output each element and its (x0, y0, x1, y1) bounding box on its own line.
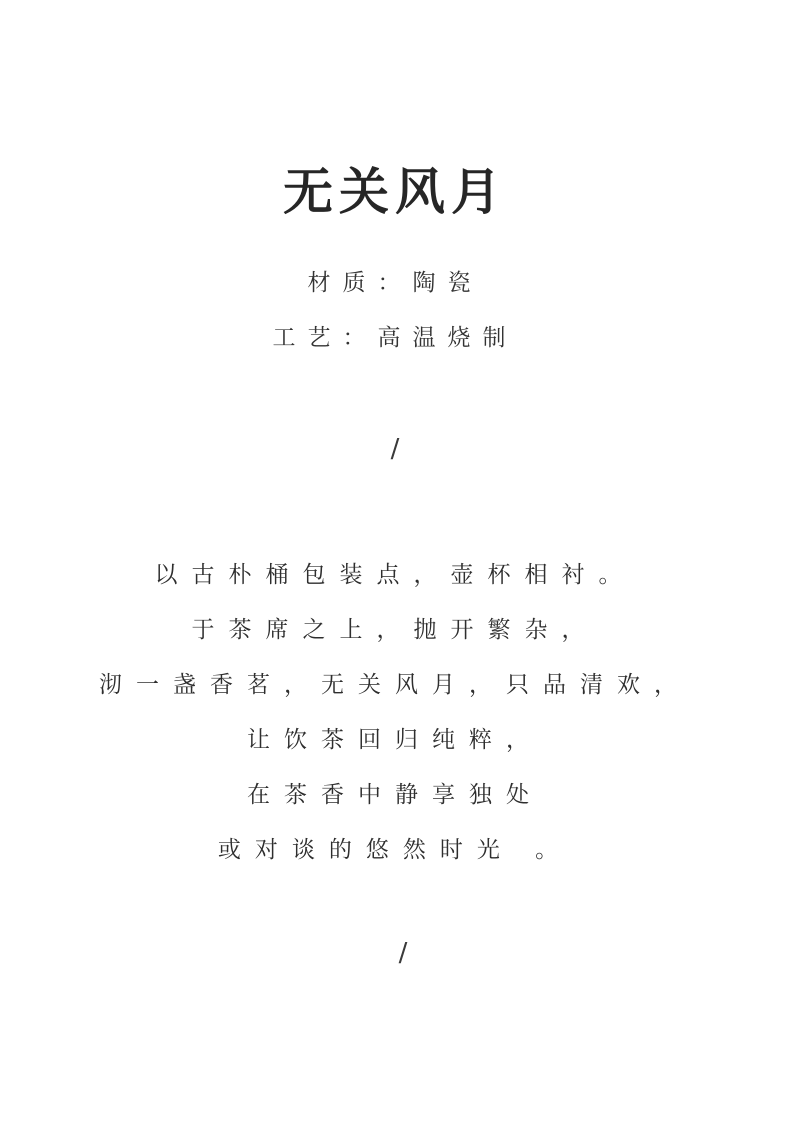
poem-line: 于茶席之上，抛开繁杂， (191, 617, 599, 643)
page-title: 无关风月 (283, 162, 507, 221)
poem-line: 沏一盏香茗，无关风月，只品清欢， (99, 672, 691, 698)
poem-block (0, 548, 790, 878)
poem-line: 或对谈的悠然时光 。 (217, 837, 573, 863)
poem-line: 以古朴桶包装点，壶杯相衬。 (154, 562, 636, 588)
section-divider: / (398, 938, 408, 968)
poem-line: 让饮茶回归纯粹， (247, 727, 543, 753)
poem-line: 在茶香中静享独处 (247, 782, 543, 808)
material-line: 材质：陶瓷 (307, 270, 483, 296)
craft-line: 工艺：高温烧制 (272, 325, 518, 351)
section-divider: / (390, 434, 400, 464)
